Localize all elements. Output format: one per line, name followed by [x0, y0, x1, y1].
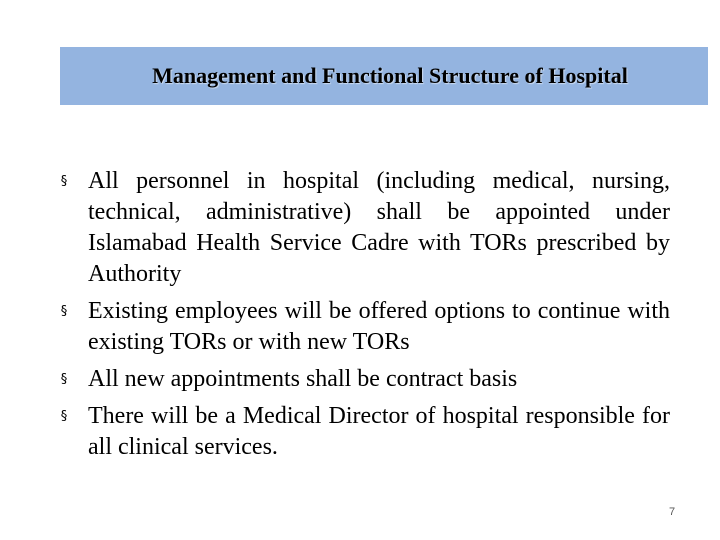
page-number: 7: [668, 506, 676, 518]
section-sign-bullet-icon: §: [60, 174, 68, 189]
bullet-item: [0, 296, 720, 358]
bullet-text: Existing employees will be offered options to continue with existing TORs or with new TORs: [88, 298, 670, 355]
section-sign-bullet-icon: §: [60, 409, 68, 424]
slide-title-banner: [60, 47, 708, 105]
bullet-text: All new appointments shall be contract basis: [88, 366, 518, 392]
bullet-item: [0, 166, 720, 290]
bullet-item: [0, 364, 720, 395]
section-sign-bullet-icon: §: [60, 304, 68, 319]
section-sign-bullet-icon: §: [60, 372, 68, 387]
slide-title: Management and Functional Structure of Hospital: [152, 63, 628, 88]
bullet-list: [0, 166, 720, 463]
bullet-text: There will be a Medical Director of hospital responsible for all clinical services.: [88, 403, 670, 460]
bullet-text: All personnel in hospital (including medical, nursing, technical, administrative) shall be appointed under Islamabad Health Service Cadre with TORs prescribed by Authority: [88, 168, 670, 287]
bullet-item: [0, 401, 720, 463]
